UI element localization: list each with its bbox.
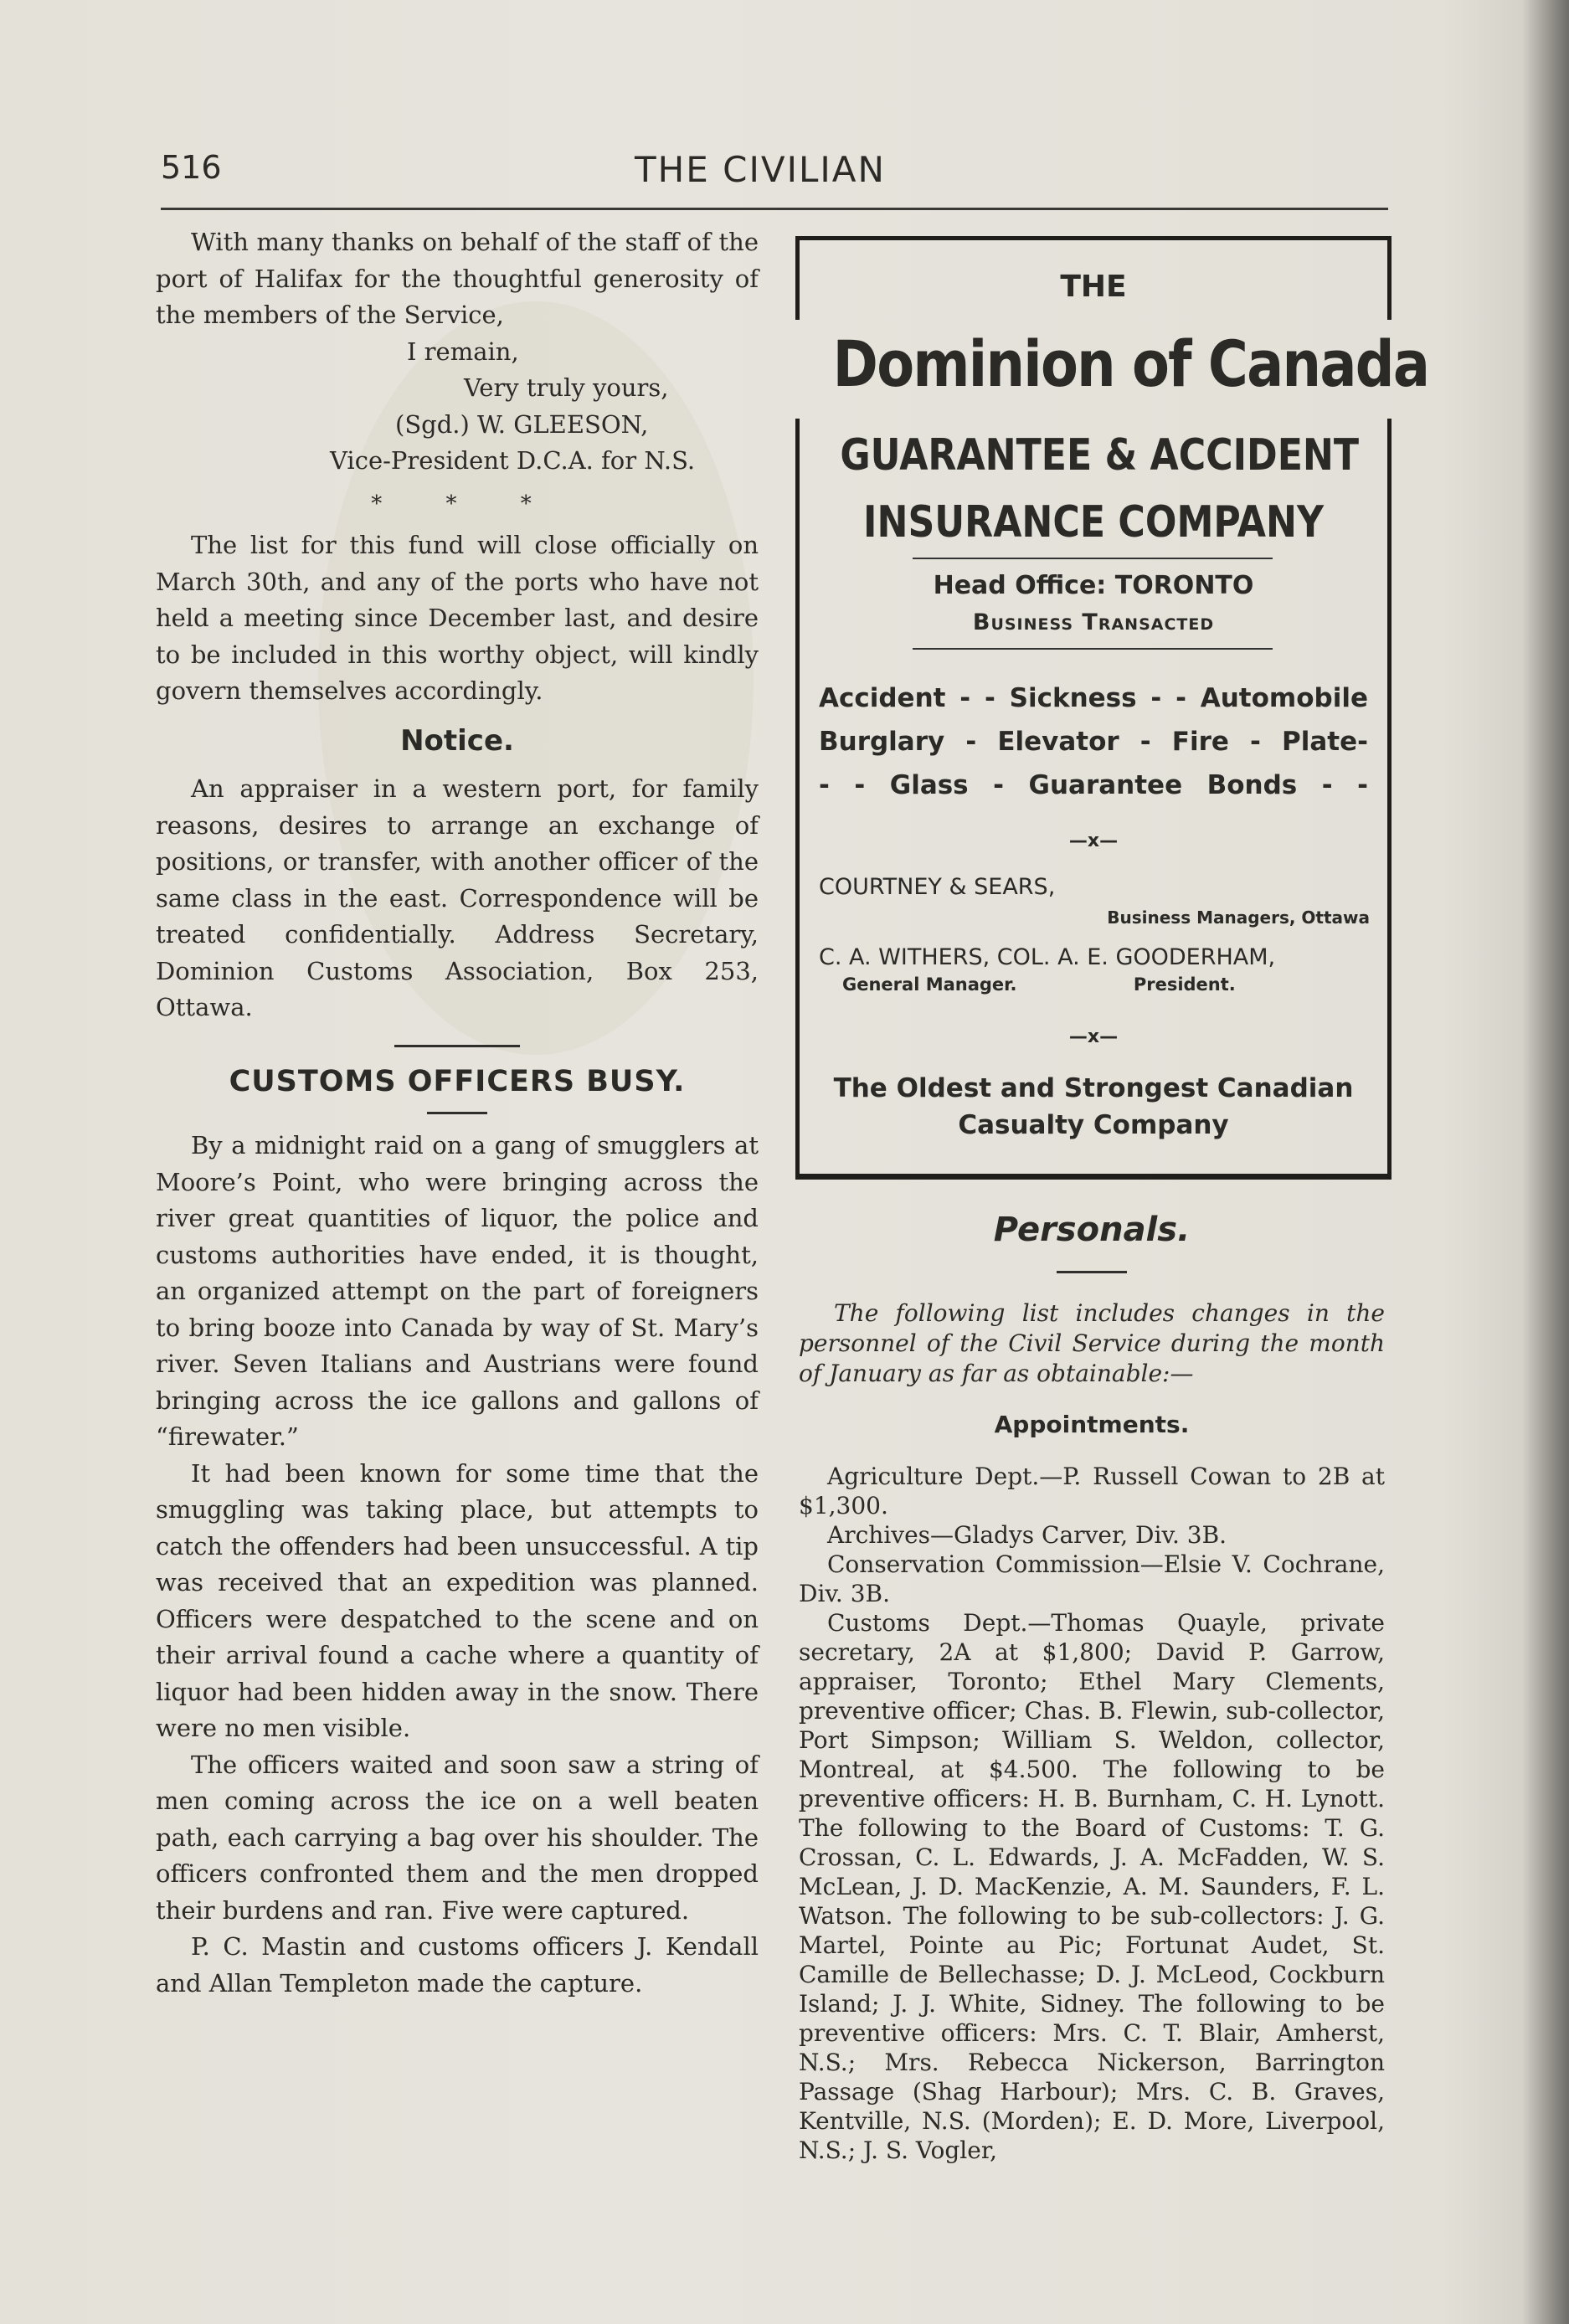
appointment-entry: Conservation Commission—Elsie V. Cochrane, Div. 3B. xyxy=(799,1550,1385,1607)
appointments-list xyxy=(799,1462,1385,2165)
page-header xyxy=(161,149,1388,196)
appointment-entry: Archives—Gladys Carver, Div. 3B. xyxy=(827,1521,1227,1549)
personals-heading: Personals. xyxy=(993,1211,1191,1249)
notice-heading: Notice. xyxy=(400,723,514,758)
ad-lines-of-business xyxy=(819,676,1368,807)
letter-closing xyxy=(156,334,759,480)
closing-line-4: Vice-President D.C.A. for N.S. xyxy=(330,446,696,475)
heading-rule xyxy=(427,1112,487,1114)
insurance-advertisement xyxy=(795,236,1429,1179)
appointment-entry: Customs Dept.—Thomas Quayle, private secretary, 2A at $1,800; David P. Garrow, appraiser, Toronto; Ethel Mary Clements, preventive officer; Chas. B. Flewin, sub-collector, Port Simpson; William S. Weldon, collector, Montreal, at $4.500. The following to be preventive officers: H. B. Burnham, C. H. Lynott. The following to the Board of Customs: T. G. Crossan, C. L. Edwards, J. A. McFadden, W. S. McLean, J. D. MacKenzie, A. M. Saunders, F. L. Watson. The following to be sub-collectors: J. G. Martel, Pointe au Pic; Fortunat Audet, St. Camille de Bellechasse; D. J. McLeod, Cockburn Island; J. J. White, Sidney. The following to be preventive officers: Mrs. C. T. Blair, Amherst, N.S.; Mrs. Rebecca Nickerson, Barrington Passage (Shag Harbour); Mrs. C. B. Graves, Kentville, N.S. (Morden); E. D. More, Liverpool, N.S.; J. S. Vogler, xyxy=(799,1609,1385,2164)
notice-paragraph: An appraiser in a western port, for family reasons, desires to arrange an exchange of positions, or transfer, with another officer of the same class in the east. Correspondence will be treated confidentially. Address Secretary, Dominion Customs Association, Box 253, Ottawa. xyxy=(156,774,759,1021)
customs-paragraph: It had been known for some time that the smuggling was taking place, but attempts to catch the offenders had been unsuccessful. A tip was received that an expedition was planned. Officers were despatched to the scene and on their arrival found a cache where a quantity of liquor had been hidden away in the snow. There were no men visible. xyxy=(156,1458,759,1742)
ad-officer-title: President. xyxy=(1133,974,1236,995)
publication-title: THE CIVILIAN xyxy=(635,149,886,190)
ad-border xyxy=(795,1174,1392,1180)
ad-business-line: - - Glass - Guarantee Bonds - - xyxy=(819,770,1368,800)
appointments-heading: Appointments. xyxy=(994,1411,1190,1438)
ad-company-subtitle xyxy=(840,422,1360,556)
closing-line-1: I remain, xyxy=(407,337,519,366)
ad-separator: —x— xyxy=(1068,830,1119,851)
ad-officers: C. A. WITHERS, COL. A. E. GOODERHAM, xyxy=(819,944,1276,970)
closing-line-3: (Sgd.) W. GLEESON, xyxy=(395,409,649,439)
fund-paragraph: The list for this fund will close officially on March 30th, and any of the ports who have not held a meeting since December last, and desire to be included in this worthy object, will kindly govern themselves accordingly. xyxy=(156,531,759,705)
section-stars: * * * xyxy=(371,491,560,517)
ad-subtitle-line: GUARANTEE & ACCIDENT xyxy=(840,430,1360,481)
customs-heading: CUSTOMS OFFICERS BUSY. xyxy=(229,1064,686,1098)
left-column xyxy=(156,224,759,2002)
letter-body: With many thanks on behalf of the staff of the port of Halifax for the thoughtful generosity of the members of the Service, xyxy=(156,228,759,329)
section-divider xyxy=(394,1045,520,1047)
ad-border xyxy=(795,236,1392,240)
ad-the: THE xyxy=(1060,270,1127,304)
ad-business-line: Burglary - Elevator - Fire - Plate- xyxy=(819,727,1368,757)
ad-business-line: Accident - - Sickness - - Automobile xyxy=(819,683,1368,713)
customs-paragraph: The officers waited and soon saw a string of men coming across the ice on a well beaten path, each carrying a bag over his shoulder. The officers confronted them and the men dropped their burdens and ran. Five were captured. xyxy=(156,1750,759,1925)
page-number: 516 xyxy=(161,149,222,186)
ad-managers-title: Business Managers, Ottawa xyxy=(1107,907,1370,928)
personals-section xyxy=(799,1211,1385,2165)
ad-tagline: The Oldest and Strongest Canadian Casualty Company xyxy=(833,1073,1354,1140)
closing-line-2: Very truly yours, xyxy=(464,373,669,402)
customs-paragraph: By a midnight raid on a gang of smugglers at Moore’s Point, who were bringing across the river great quantities of liquor, the police and customs authorities have ended, it is thought, an organized attempt on the part of foreigners to bring booze into Canada by way of St. Mary’s river. Seven Italians and Austrians were found bringing across the ice gallons and gallons of “firewater.” xyxy=(156,1131,759,1451)
ad-border xyxy=(1387,419,1392,1179)
ad-rule xyxy=(913,558,1273,559)
ad-head-office: Head Office: TORONTO xyxy=(933,571,1254,600)
heading-rule xyxy=(1057,1271,1127,1273)
ad-officer-title: General Manager. xyxy=(842,974,1017,995)
ad-separator: —x— xyxy=(1068,1026,1119,1047)
ad-officer-titles xyxy=(842,974,1236,995)
personals-intro: The following list includes changes in the personnel of the Civil Service during the month of January as far as obtainable:— xyxy=(799,1299,1385,1387)
ad-rule xyxy=(913,648,1273,650)
header-rule xyxy=(161,208,1388,210)
ad-subtitle-line: INSURANCE COMPANY xyxy=(863,497,1324,548)
ad-business-transacted: Business Transacted xyxy=(972,609,1215,635)
appointment-entry: Agriculture Dept.—P. Russell Cowan to 2B at $1,300. xyxy=(799,1463,1385,1519)
ad-managers: COURTNEY & SEARS, xyxy=(819,874,1056,900)
ad-border xyxy=(795,419,800,1179)
customs-paragraph: P. C. Mastin and customs officers J. Kendall and Allan Templeton made the capture. xyxy=(156,1932,759,1998)
ad-company-name: Dominion of Canada xyxy=(832,326,1429,401)
